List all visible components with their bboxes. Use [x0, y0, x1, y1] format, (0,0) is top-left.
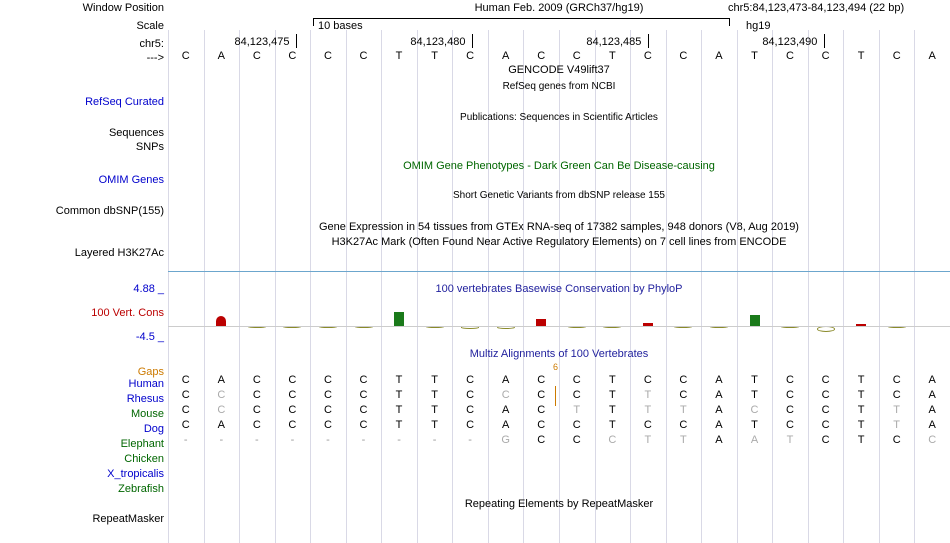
multiz-base: C — [252, 419, 261, 431]
ruler-tick-label: 84,123,475 — [234, 36, 290, 48]
multiz-base: C — [288, 389, 297, 401]
multiz-base: C — [821, 419, 830, 431]
multiz-base: C — [288, 419, 297, 431]
multiz-base: C — [217, 404, 226, 416]
multiz-base: C — [643, 374, 652, 386]
multiz-base: C — [537, 404, 546, 416]
multiz-base: C — [679, 374, 688, 386]
sequence-base: T — [395, 50, 403, 62]
cons-top-rule — [168, 271, 950, 272]
label-window-position: Window Position — [82, 2, 164, 14]
conservation-bar — [750, 315, 760, 326]
sequence-base: C — [359, 50, 368, 62]
multiz-row — [168, 434, 950, 448]
h3k27ac-title: Gene Expression in 54 tissues from GTEx RNA-seq of 17382 samples, 948 donors (V8, Aug 2019) — [319, 221, 799, 233]
label-repeatmasker[interactable]: RepeatMasker — [92, 513, 164, 525]
multiz-base: C — [323, 419, 332, 431]
multiz-base: - — [361, 434, 366, 446]
sequence-base: A — [928, 50, 936, 62]
multiz-base: - — [183, 434, 188, 446]
multiz-base: T — [431, 389, 438, 401]
multiz-base: A — [502, 404, 510, 416]
label-100-vert-cons[interactable]: 100 Vert. Cons — [91, 307, 164, 319]
multiz-base: C — [466, 404, 475, 416]
multiz-base: A — [750, 434, 759, 446]
multiz-base: A — [715, 404, 723, 416]
multiz-base: T — [751, 389, 758, 401]
conservation-baseline — [168, 326, 950, 327]
conservation-bar — [216, 316, 226, 326]
track-label-column — [0, 0, 168, 543]
multiz-base: C — [786, 404, 794, 416]
multiz-base: T — [751, 419, 758, 431]
h3k27ac2-title: H3K27Ac Mark (Often Found Near Active Regulatory Elements) on 7 cell lines from ENCODE — [331, 236, 787, 248]
multiz-base: T — [395, 389, 403, 401]
ruler-tick-label: 84,123,490 — [762, 36, 818, 48]
multiz-base: C — [466, 419, 475, 431]
multiz-base: C — [288, 404, 297, 416]
multiz-base: T — [395, 404, 403, 416]
label-species-elephant[interactable]: Elephant — [120, 438, 164, 450]
multiz-base: C — [181, 404, 190, 416]
label-layered-h3k27ac[interactable]: Layered H3K27Ac — [74, 247, 164, 259]
scale-bracket — [313, 18, 730, 26]
multiz-row — [168, 389, 950, 403]
multiz-base: T — [608, 419, 616, 431]
ruler-tick — [824, 34, 825, 48]
multiz-base: C — [217, 389, 226, 401]
multiz-base: T — [431, 419, 438, 431]
multiz-base: A — [715, 374, 723, 386]
multiz-base: T — [680, 434, 687, 446]
gap-mark: 6 — [553, 362, 559, 372]
multiz-title: Multiz Alignments of 100 Vertebrates — [469, 348, 649, 360]
label-cons-max: 4.88 _ — [133, 283, 164, 295]
sequences-title: Publications: Sequences in Scientific Articles — [460, 112, 658, 123]
sequence-base: C — [181, 50, 190, 62]
sequence-base: C — [572, 50, 581, 62]
multiz-base: C — [181, 419, 190, 431]
multiz-row — [168, 479, 950, 493]
multiz-base: C — [572, 374, 581, 386]
multiz-base: C — [786, 419, 794, 431]
label-strand: ---> — [146, 52, 164, 64]
multiz-base: C — [252, 389, 261, 401]
multiz-row — [168, 404, 950, 418]
multiz-base: A — [217, 419, 225, 431]
multiz-base: A — [502, 374, 510, 386]
multiz-base: C — [821, 374, 830, 386]
multiz-base: A — [928, 374, 936, 386]
gap-bar-icon — [555, 386, 556, 406]
multiz-base: T — [644, 434, 652, 446]
assembly-title: Human Feb. 2009 (GRCh37/hg19) — [474, 2, 644, 14]
dbsnp-title: Short Genetic Variants from dbSNP release 155 — [453, 190, 665, 201]
multiz-base: A — [217, 374, 225, 386]
multiz-base: - — [468, 434, 472, 446]
multiz-base: A — [928, 389, 936, 401]
label-species-chicken[interactable]: Chicken — [124, 453, 164, 465]
label-cons-min: -4.5 _ — [135, 331, 164, 343]
sequence-base: C — [537, 50, 546, 62]
multiz-base: A — [928, 404, 936, 416]
label-chrom: chr5: — [139, 38, 164, 50]
multiz-base: C — [572, 389, 581, 401]
multiz-base: C — [537, 434, 546, 446]
multiz-base: C — [323, 404, 332, 416]
track-area — [168, 0, 950, 543]
multiz-row — [168, 449, 950, 463]
multiz-base: C — [679, 419, 688, 431]
sequence-base: T — [608, 50, 616, 62]
label-species-zebrafish[interactable]: Zebrafish — [118, 483, 164, 495]
sequence-base: C — [786, 50, 794, 62]
repeatmasker-title: Repeating Elements by RepeatMasker — [464, 498, 654, 510]
sequence-base: A — [217, 50, 225, 62]
multiz-base: T — [857, 374, 865, 386]
label-sequences[interactable]: Sequences — [108, 127, 164, 139]
ruler-tick — [296, 34, 297, 48]
multiz-base: A — [715, 434, 723, 446]
multiz-base: C — [892, 374, 901, 386]
sequence-base: A — [715, 50, 723, 62]
multiz-base: T — [857, 404, 865, 416]
sequence-base: T — [431, 50, 438, 62]
multiz-base: T — [893, 419, 901, 431]
multiz-base: C — [359, 419, 368, 431]
sequence-base: C — [466, 50, 475, 62]
multiz-base: T — [751, 374, 758, 386]
conservation-plot[interactable] — [168, 300, 950, 350]
ruler-tick-label: 84,123,485 — [586, 36, 642, 48]
multiz-base: C — [252, 404, 261, 416]
multiz-base: C — [323, 374, 332, 386]
multiz-base: C — [359, 404, 368, 416]
sequence-base: C — [679, 50, 688, 62]
label-common-dbsnp[interactable]: Common dbSNP(155) — [55, 205, 164, 217]
ruler-tick — [648, 34, 649, 48]
label-species-human[interactable]: Human — [128, 378, 164, 390]
label-gaps: Gaps — [137, 366, 164, 378]
sequence-base: T — [751, 50, 758, 62]
sequence-base: C — [323, 50, 332, 62]
label-species-mouse[interactable]: Mouse — [130, 408, 164, 420]
multiz-base: T — [608, 389, 616, 401]
multiz-base: - — [397, 434, 401, 446]
multiz-base: T — [857, 434, 865, 446]
multiz-base: T — [608, 374, 616, 386]
multiz-base: - — [255, 434, 259, 446]
sequence-base: A — [502, 50, 510, 62]
multiz-base: C — [466, 389, 475, 401]
multiz-base: C — [359, 389, 368, 401]
multiz-base: T — [431, 374, 438, 386]
multiz-base: T — [431, 404, 438, 416]
multiz-base: T — [680, 404, 687, 416]
multiz-base: - — [326, 434, 330, 446]
db-text: hg19 — [746, 20, 771, 32]
multiz-base: A — [715, 419, 723, 431]
multiz-base: C — [821, 389, 830, 401]
multiz-base: T — [395, 419, 403, 431]
sequence-base: C — [821, 50, 830, 62]
sequence-base: C — [288, 50, 297, 62]
multiz-base: G — [501, 434, 510, 446]
position-text: chr5:84,123,473-84,123,494 (22 bp) — [728, 2, 905, 14]
multiz-base: C — [501, 389, 510, 401]
label-omim-genes[interactable]: OMIM Genes — [98, 174, 164, 186]
multiz-base: T — [395, 374, 403, 386]
multiz-base: T — [893, 404, 901, 416]
sequence-base: C — [643, 50, 652, 62]
multiz-base: C — [750, 404, 759, 416]
multiz-base: C — [679, 389, 688, 401]
multiz-base: C — [537, 419, 546, 431]
multiz-base: T — [644, 389, 652, 401]
conservation-bar — [536, 319, 546, 326]
scale-text: 10 bases — [318, 20, 363, 32]
label-scale: Scale — [136, 20, 164, 32]
multiz-row — [168, 419, 950, 433]
multiz-base: C — [252, 374, 261, 386]
multiz-base: C — [572, 434, 581, 446]
multiz-row — [168, 374, 950, 388]
multiz-base: C — [892, 389, 901, 401]
multiz-base: C — [537, 389, 546, 401]
multiz-base: C — [359, 374, 368, 386]
refseq-title: RefSeq genes from NCBI — [502, 81, 616, 92]
label-species-rhesus[interactable]: Rhesus — [126, 393, 164, 405]
multiz-base: C — [466, 374, 475, 386]
conservation-bar — [394, 312, 404, 326]
reference-sequence-row — [168, 50, 950, 64]
multiz-base: C — [181, 374, 190, 386]
multiz-base: A — [715, 389, 723, 401]
multiz-base: T — [573, 404, 581, 416]
multiz-base: C — [572, 419, 581, 431]
multiz-base: C — [821, 434, 830, 446]
multiz-base: C — [323, 389, 332, 401]
multiz-base: C — [643, 419, 652, 431]
multiz-base: - — [290, 434, 295, 446]
label-species-dog[interactable]: Dog — [143, 423, 164, 435]
multiz-base: A — [928, 419, 936, 431]
multiz-row — [168, 464, 950, 478]
label-refseq-curated[interactable]: RefSeq Curated — [85, 96, 164, 108]
multiz-base: C — [786, 374, 794, 386]
multiz-base: C — [608, 434, 617, 446]
multiz-base: C — [181, 389, 190, 401]
ruler-tick-label: 84,123,480 — [410, 36, 466, 48]
ruler-tick — [472, 34, 473, 48]
multiz-base: T — [786, 434, 794, 446]
sequence-base: T — [857, 50, 865, 62]
multiz-base: A — [502, 419, 510, 431]
multiz-base: C — [537, 374, 546, 386]
omim-title: OMIM Gene Phenotypes - Dark Green Can Be Disease-causing — [403, 160, 715, 172]
multiz-base: C — [786, 389, 794, 401]
multiz-base: - — [432, 434, 437, 446]
multiz-base: T — [857, 389, 865, 401]
multiz-base: T — [857, 419, 865, 431]
multiz-base: C — [928, 434, 937, 446]
label-snps[interactable]: SNPs — [135, 141, 164, 153]
multiz-base: - — [219, 434, 224, 446]
sequence-base: C — [252, 50, 261, 62]
multiz-base: T — [644, 404, 652, 416]
sequence-base: C — [892, 50, 901, 62]
multiz-base: T — [608, 404, 616, 416]
label-species-xtropicalis[interactable]: X_tropicalis — [107, 468, 164, 480]
multiz-base: C — [288, 374, 297, 386]
cons-title: 100 vertebrates Basewise Conservation by PhyloP — [435, 283, 683, 295]
multiz-base: C — [821, 404, 830, 416]
gencode-title: GENCODE V49lift37 — [508, 64, 610, 76]
multiz-base: C — [892, 434, 901, 446]
